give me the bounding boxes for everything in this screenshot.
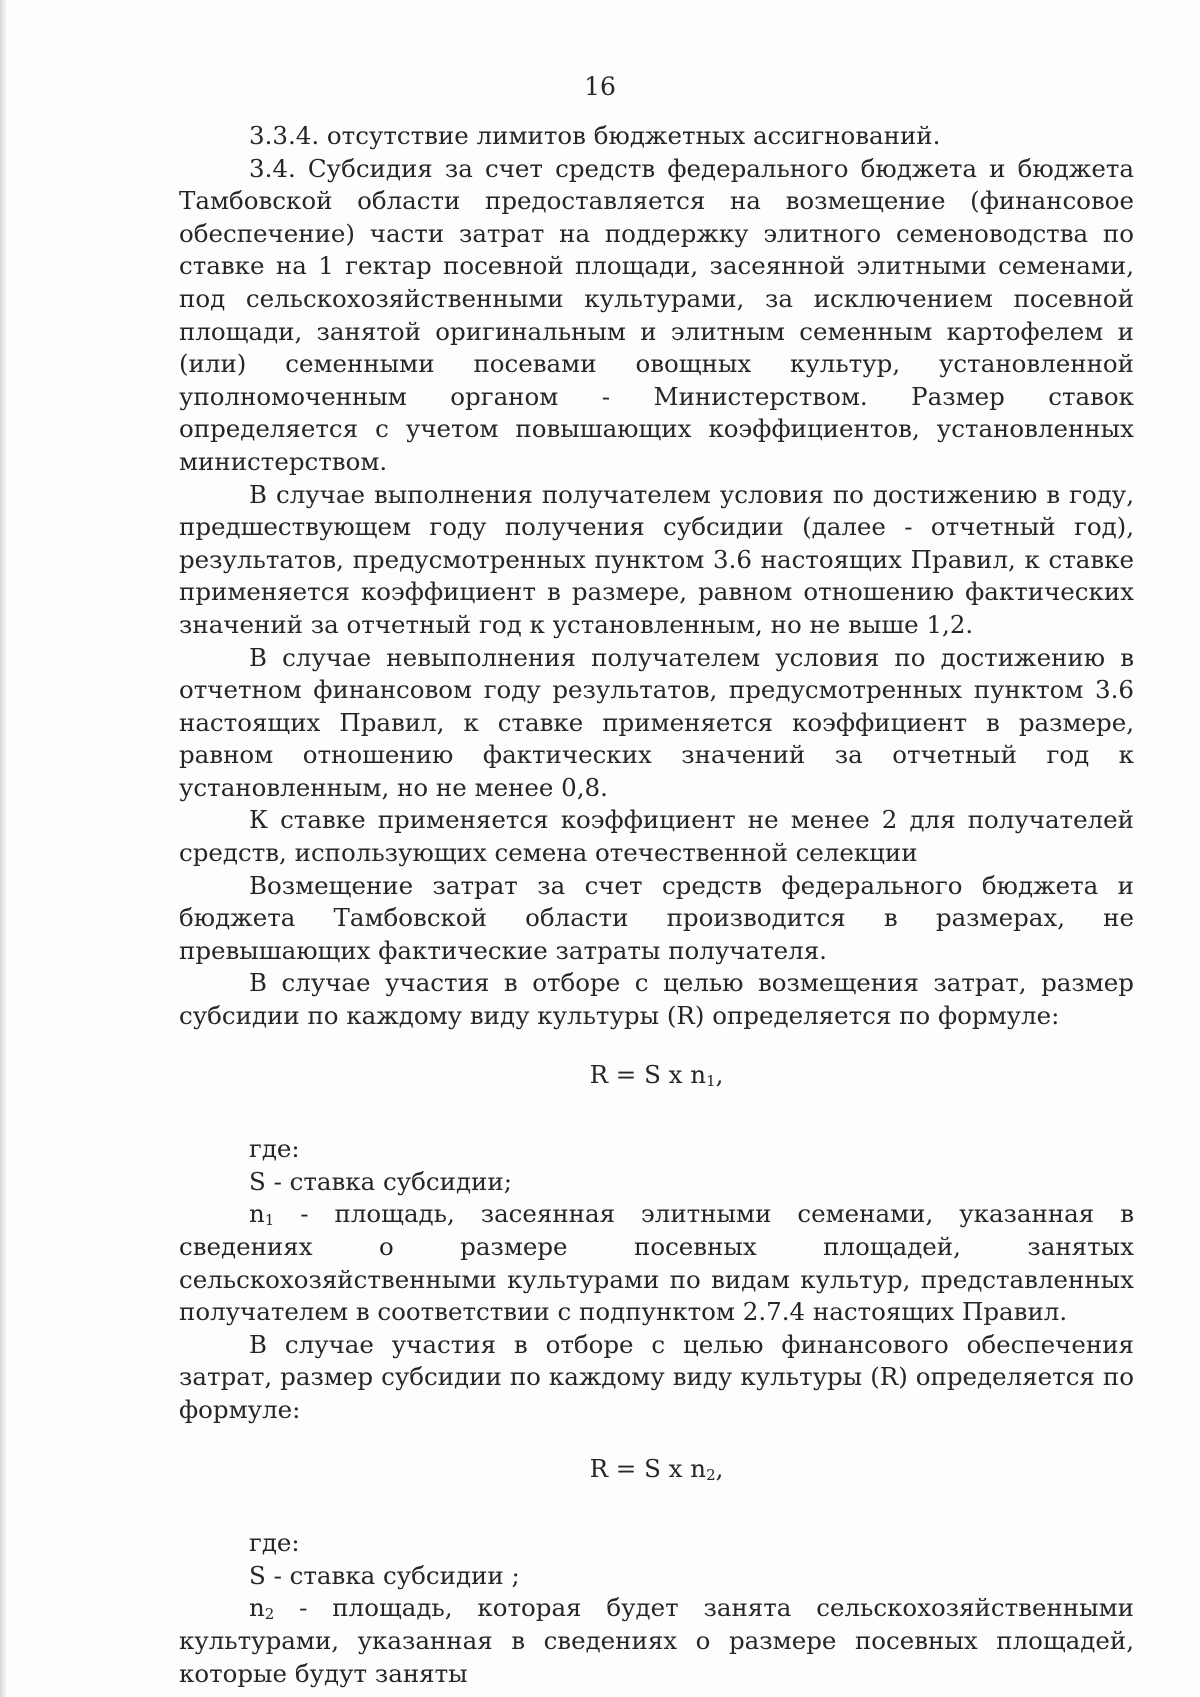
n1-subscript: 1 xyxy=(264,1211,275,1230)
paragraph-reimbursement-formula-intro: В случае участия в отборе с целью возмещения затрат, размер субсидии по каждому виду культуры (R) определяется по формуле: xyxy=(179,968,1134,1031)
n2-symbol: n xyxy=(249,1593,265,1623)
definition-s-1: S - ставка субсидии; xyxy=(249,1166,512,1196)
formula-2-main: R = S x n xyxy=(589,1453,707,1483)
n2-subscript: 2 xyxy=(264,1605,275,1624)
formula-1-comma: , xyxy=(715,1059,724,1089)
paragraph-domestic-selection: К ставке применяется коэффициент не менее 2 для получателей средств, использующих семена отечественной селекции xyxy=(179,805,1134,868)
n2-definition-text: - площадь, которая будет занята сельскохозяйственными культурами, указанная в сведениях о размере посевных площадей, которые будут заняты xyxy=(179,1593,1134,1688)
paragraph-coefficient-increase: В случае выполнения получателем условия по достижению в году, предшествующем году получения субсидии (далее - отчетный год), результатов, предусмотренных пунктом 3.6 настоящих Правил, к ставке применяется коэффициент в размере, равном отношению фактических значений за отчетный год к установленным, но не выше 1,2. xyxy=(179,479,1134,639)
where-label-2: где: xyxy=(249,1528,300,1558)
formula-2-comma: , xyxy=(715,1453,724,1483)
definition-s-2: S - ставка субсидии ; xyxy=(249,1560,520,1590)
formula-financing xyxy=(179,1453,1134,1486)
n1-symbol: n xyxy=(249,1199,265,1229)
paragraph-cost-limit: Возмещение затрат за счет средств федерального бюджета и бюджета Тамбовской области производится в размерах, не превышающих фактические затраты получателя. xyxy=(179,870,1134,965)
paragraph-financing-formula-intro: В случае участия в отборе с целью финансового обеспечения затрат, размер субсидии по каждому виду культуры (R) определяется по формуле: xyxy=(179,1329,1134,1424)
paragraph-coefficient-decrease: В случае невыполнения получателем условия по достижению в отчетном финансовом году результатов, предусмотренных пунктом 3.6 настоящих Правил, к ставке применяется коэффициент в размере, равном отношению фактических значений за отчетный год к установленным, но не менее 0,8. xyxy=(179,642,1134,802)
where-label-1: где: xyxy=(249,1134,300,1164)
formula-reimbursement xyxy=(179,1059,1134,1092)
paragraph-3-4: 3.4. Субсидия за счет средств федерального бюджета и бюджета Тамбовской области предоставляется на возмещение (финансовое обеспечение) части затрат на поддержку элитного семеноводства по ставке на 1 гектар посевной площади, засеянной элитными семенами, под сельскохозяйственными культурами, за исключением посевной площади, занятой оригинальным и элитным семенным картофелем и (или) семенными посевами овощных культур, установленной уполномоченным органом - Министерством. Размер ставок определяется с учетом повышающих коэффициентов, установленных министерством. xyxy=(179,153,1134,476)
scan-edge-shadow xyxy=(0,0,6,1697)
definition-n1 xyxy=(179,1198,1134,1328)
formula-1-main: R = S x n xyxy=(589,1059,707,1089)
formula-2-subscript: 2 xyxy=(706,1465,716,1484)
document-body xyxy=(179,120,1134,1690)
n1-definition-text: - площадь, засеянная элитными семенами, указанная в сведениях о размере посевных площадей, занятых сельскохозяйственными культурами по видам культур, представленных получателем в соответствии с подпунктом 2.7.4 настоящих Правил. xyxy=(179,1199,1134,1327)
formula-1-subscript: 1 xyxy=(706,1071,716,1090)
page-number: 16 xyxy=(584,72,616,101)
definition-n2 xyxy=(179,1592,1134,1690)
paragraph-3-3-4: 3.3.4. отсутствие лимитов бюджетных ассигнований. xyxy=(249,121,941,150)
